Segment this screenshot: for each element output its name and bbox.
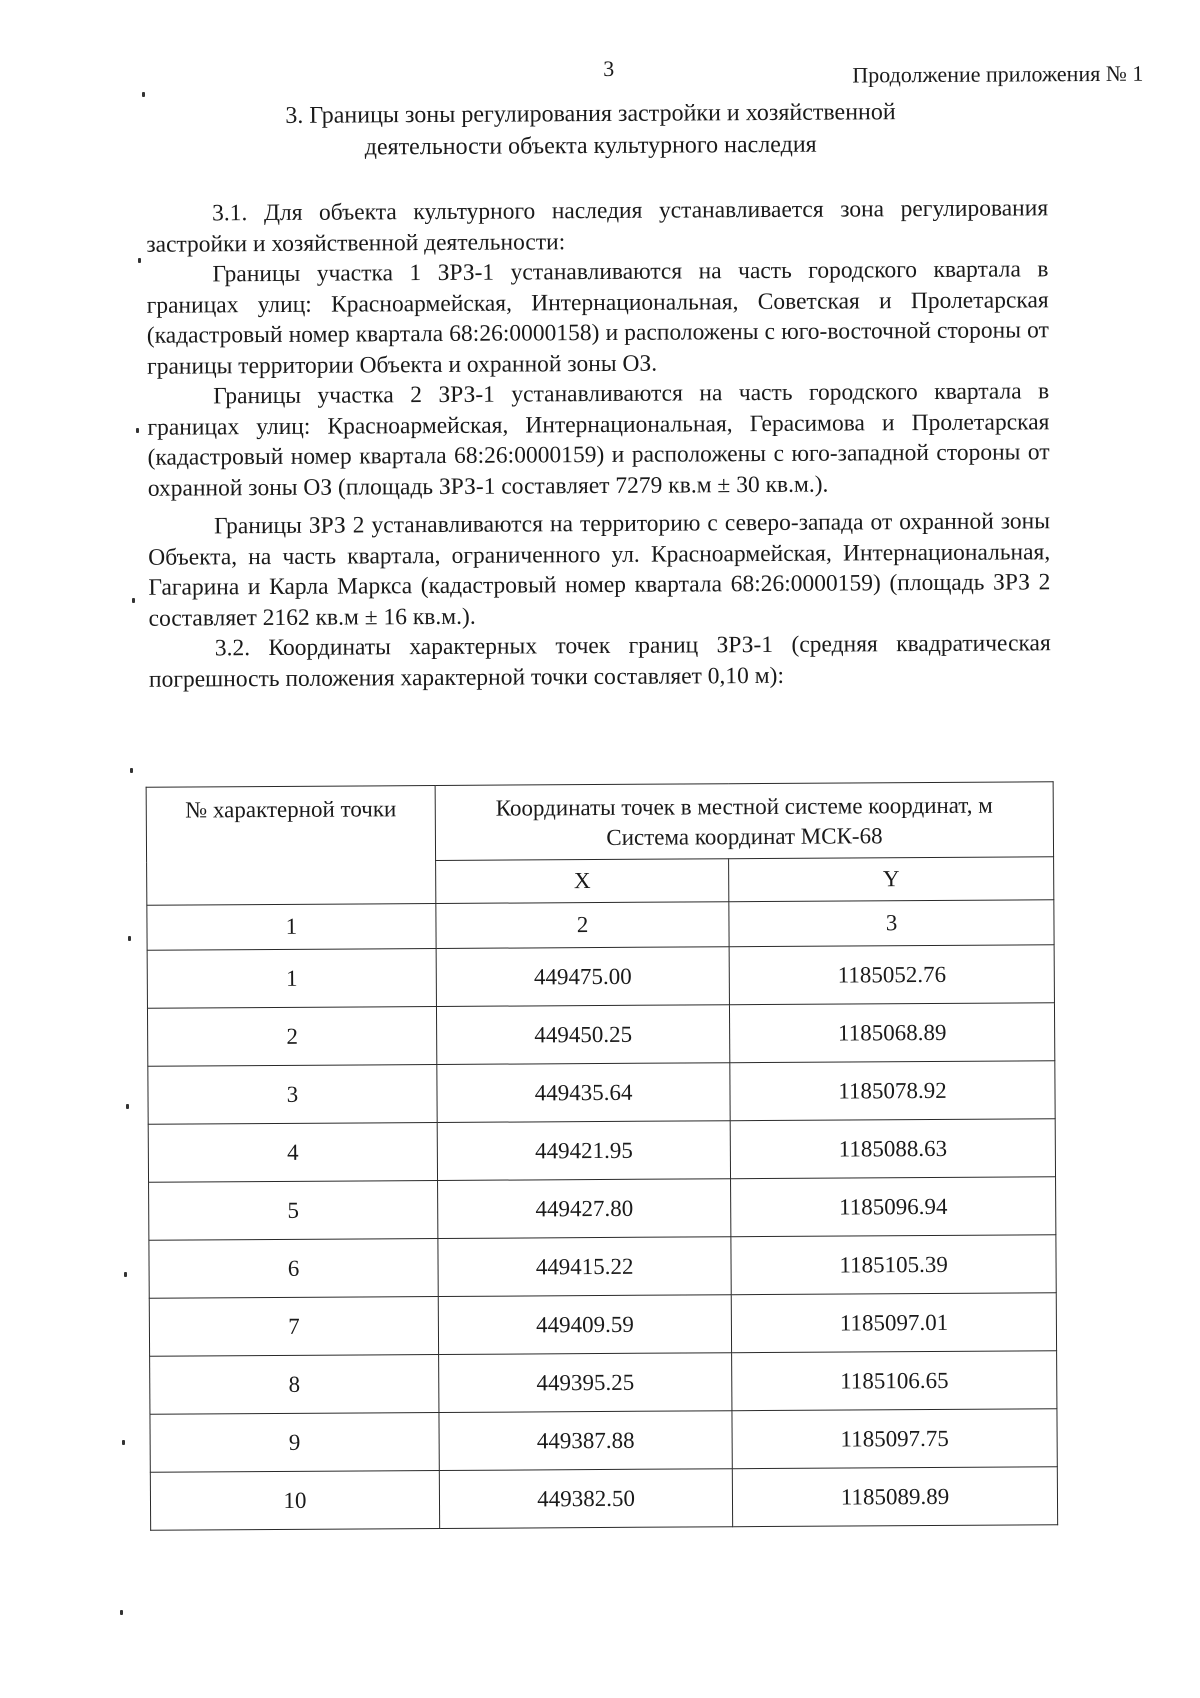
point-number-cell: 5 <box>149 1180 438 1240</box>
header-coordinates-line-1: Координаты точек в местной системе координат, м <box>495 792 993 821</box>
table-header-row <box>146 782 1053 863</box>
column-index-cell: 2 <box>436 902 729 949</box>
y-coordinate-cell: 1185096.94 <box>731 1177 1056 1237</box>
scan-speck <box>128 936 131 941</box>
coordinates-table <box>146 781 1059 1531</box>
y-coordinate-cell: 1185088.63 <box>730 1119 1055 1179</box>
scan-speck <box>136 428 139 433</box>
y-coordinate-cell: 1185097.01 <box>731 1293 1056 1353</box>
scan-speck <box>142 92 145 97</box>
header-coordinates-line-2: Система координат МСК-68 <box>606 823 883 850</box>
section-title-line-1: 3. Границы зоны регулирования застройки и хозяйственной <box>285 99 896 129</box>
x-coordinate-cell: 449427.80 <box>438 1179 732 1239</box>
page-number: 3 <box>603 55 615 81</box>
table-row <box>149 1293 1056 1357</box>
point-number-cell: 7 <box>149 1296 438 1356</box>
table-row <box>149 1177 1056 1241</box>
table-row <box>150 1409 1057 1473</box>
header-y: Y <box>729 857 1054 902</box>
x-coordinate-cell: 449450.25 <box>436 1005 730 1065</box>
point-number-cell: 6 <box>149 1238 438 1298</box>
column-index-cell: 1 <box>147 904 436 951</box>
point-number-cell: 1 <box>147 949 436 1009</box>
x-coordinate-cell: 449387.88 <box>439 1411 733 1471</box>
body-text <box>146 193 1051 695</box>
section-title <box>135 95 1045 165</box>
y-coordinate-cell: 1185052.76 <box>729 945 1054 1005</box>
x-coordinate-cell: 449395.25 <box>439 1353 733 1413</box>
point-number-cell: 2 <box>147 1007 436 1067</box>
table-row <box>148 1119 1055 1183</box>
scan-speck <box>126 1104 129 1109</box>
scan-speck <box>138 258 141 263</box>
x-coordinate-cell: 449475.00 <box>436 947 730 1007</box>
scan-speck <box>124 1272 127 1277</box>
header-x: X <box>436 859 729 904</box>
point-number-cell: 4 <box>148 1122 437 1182</box>
paragraph-zrz2: Границы ЗРЗ 2 устанавливаются на территорию с северо-запада от охранной зоны Объекта, на часть квартала, ограниченного ул. Красноармейская, Интернациональная, Гагарина и Карла Маркса (кадастровый номер квартала 68:26:0000159) (площадь ЗРЗ 2 составляет 2162 кв.м ± 16 кв.м.). <box>148 508 1051 632</box>
table-row <box>149 1235 1056 1299</box>
paragraph-3-2: 3.2. Координаты характерных точек границ ЗРЗ-1 (средняя квадратическая погрешность положения характерной точки составляет 0,10 м): <box>148 630 1051 693</box>
header-coordinates <box>435 782 1053 861</box>
x-coordinate-cell: 449382.50 <box>439 1469 733 1529</box>
y-coordinate-cell: 1185105.39 <box>731 1235 1056 1295</box>
scan-speck <box>122 1440 125 1445</box>
x-coordinate-cell: 449435.64 <box>437 1063 731 1123</box>
y-coordinate-cell: 1185089.89 <box>732 1467 1057 1527</box>
point-number-cell: 8 <box>150 1354 439 1414</box>
section-title-line-2: деятельности объекта культурного наследия <box>364 131 817 161</box>
point-number-cell: 3 <box>148 1065 437 1125</box>
table-row <box>147 945 1054 1009</box>
paragraph-3-1: 3.1. Для объекта культурного наследия устанавливается зона регулирования застройки и хозяйственной деятельности: <box>146 195 1049 258</box>
paragraph-zrz1-part1: Границы участка 1 ЗРЗ-1 устанавливаются на часть городского квартала в границах улиц: Красноармейская, Интернациональная, Советская и Пролетарская (кадастровый номер квартала 68:26:0000158) и расположены с юго-восточной стороны от границы территории Объекта и охранной зоны ОЗ. <box>146 256 1049 380</box>
table-row <box>147 1003 1054 1067</box>
scan-speck <box>130 768 133 773</box>
table-row <box>150 1351 1057 1415</box>
x-coordinate-cell: 449421.95 <box>437 1121 731 1181</box>
header-point-number: № характерной точки <box>146 786 436 906</box>
table-column-index-row <box>147 900 1054 951</box>
point-number-cell: 9 <box>150 1412 439 1472</box>
paragraph-zrz1-part2: Границы участка 2 ЗРЗ-1 устанавливаются на часть городского квартала в границах улиц: Красноармейская, Интернациональная, Герасимова и Пролетарская (кадастровый номер квартала 68:26:0000159) и расположены с юго-западной стороны от охранной зоны ОЗ (площадь ЗРЗ-1 составляет 7279 кв.м ± 30 кв.м.). <box>147 378 1050 502</box>
y-coordinate-cell: 1185097.75 <box>732 1409 1057 1469</box>
appendix-continuation-label: Продолжение приложения № 1 <box>852 60 1144 88</box>
table-row <box>150 1467 1057 1531</box>
table-row <box>148 1061 1055 1125</box>
x-coordinate-cell: 449409.59 <box>438 1295 732 1355</box>
y-coordinate-cell: 1185078.92 <box>730 1061 1055 1121</box>
scan-speck <box>132 598 135 603</box>
point-number-cell: 10 <box>150 1470 439 1530</box>
x-coordinate-cell: 449415.22 <box>438 1237 732 1297</box>
column-index-cell: 3 <box>729 900 1054 947</box>
y-coordinate-cell: 1185068.89 <box>730 1003 1055 1063</box>
y-coordinate-cell: 1185106.65 <box>732 1351 1057 1411</box>
scan-speck <box>120 1610 123 1615</box>
